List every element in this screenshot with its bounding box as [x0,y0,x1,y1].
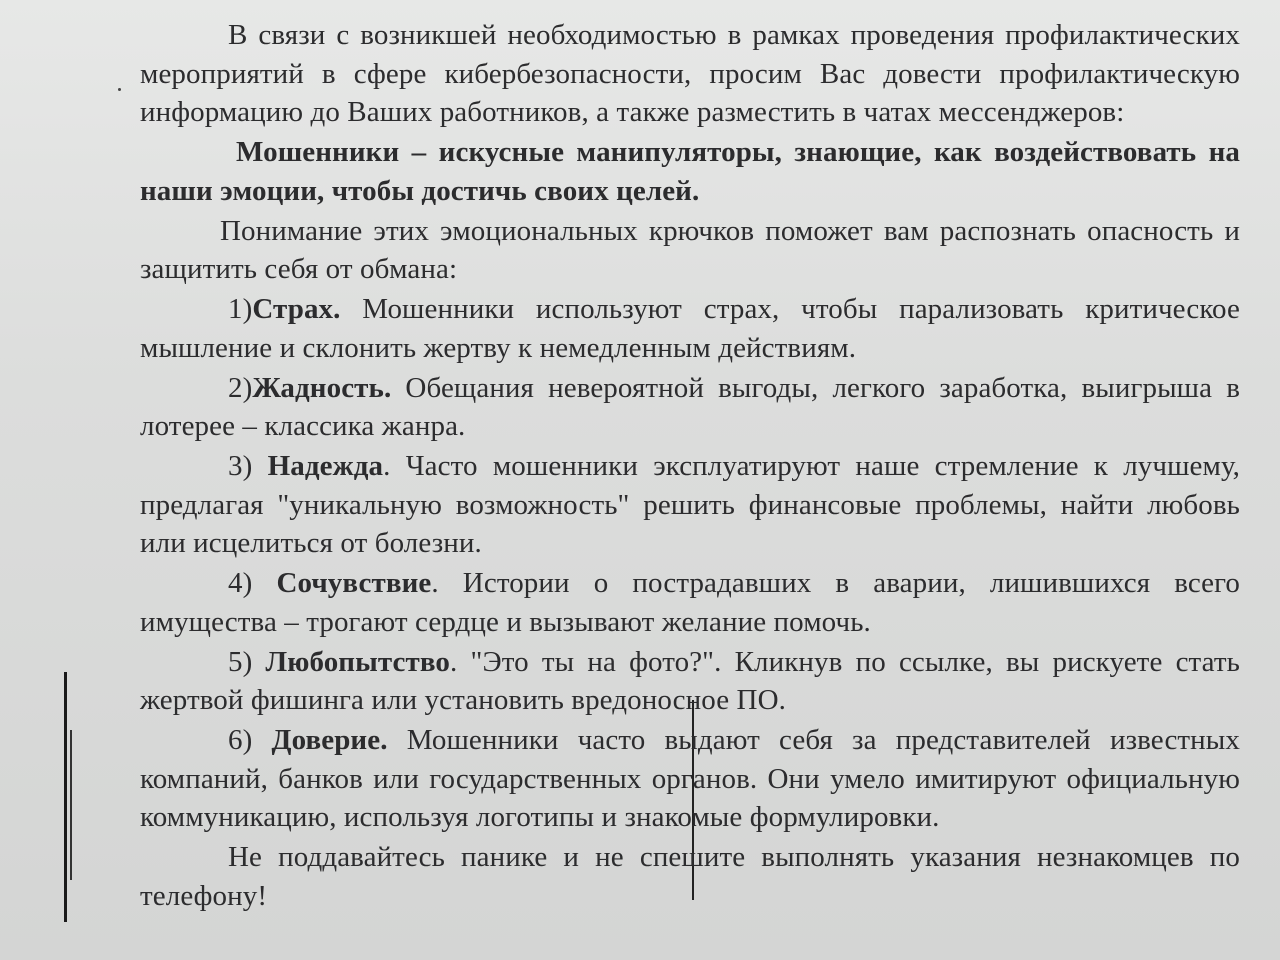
item-number: 4) [228,567,277,599]
item-number: 3) [228,450,268,482]
item-title: Жадность. [252,371,392,404]
printer-streak-left-2 [70,730,72,880]
item-number: 5) [228,645,266,678]
list-item-greed [140,369,1240,446]
headline-text: Мошенники – искусные манипуляторы, знающие, как воздействовать на наши эмоции, чтобы достичь своих целей. [140,136,1240,207]
intro-paragraph: В связи с возникшей необходимостью в рамках проведения профилактических мероприятий в сфере кибербезопасности, просим Вас довести профилактическую информацию до Ваших работников, а также разместить в чатах мессенджеров: [140,19,1240,128]
paper-speck [118,88,121,91]
item-title: Доверие. [271,724,388,756]
printer-streak-left [64,672,67,922]
document-body [140,16,1240,915]
list-item-sympathy [140,564,1240,641]
item-title: Любопытство [265,645,451,678]
item-title: Страх. [252,293,341,325]
item-text: Мошенники часто выдают себя за представителей известных компаний, банков или государственных органов. Они умело имитируют официальную коммуникацию, используя логотипы и знакомые формулировки. [140,724,1240,833]
list-item-hope [140,447,1240,563]
list-item-curiosity [140,643,1240,720]
closing-paragraph: Не поддавайтесь панике и не спешите выполнять указания незнакомцев по телефону! [140,841,1240,912]
item-title: Сочувствие [276,567,432,599]
item-number: 1) [228,293,253,325]
item-text: . "Это ты на фото?". Кликнув по ссылке, вы рискуете стать жертвой фишинга или установить вредоносное ПО. [140,645,1240,716]
list-item-trust [140,721,1240,837]
item-text: Мошенники используют страх, чтобы парализовать критическое мышление и склонить жертву к немедленным действиям. [140,293,1240,364]
headline-paragraph [140,133,1240,210]
item-title: Надежда [267,450,384,482]
list-item-fear [140,290,1240,367]
item-number: 2) [228,371,253,404]
lead-paragraph: Понимание этих эмоциональных крючков поможет вам распознать опасность и защитить себя от обмана: [140,214,1240,285]
item-text: Обещания невероятной выгоды, легкого заработка, выигрыша в лотерее – классика жанра. [140,371,1240,442]
item-text: . Истории о пострадавших в аварии, лишившихся всего имущества – трогают сердце и вызывают желание помочь. [140,567,1241,638]
item-text: . Часто мошенники эксплуатируют наше стремление к лучшему, предлагая "уникальную возможность" решить финансовые проблемы, найти любовь или исцелиться от болезни. [140,450,1240,559]
item-number: 6) [228,724,272,756]
